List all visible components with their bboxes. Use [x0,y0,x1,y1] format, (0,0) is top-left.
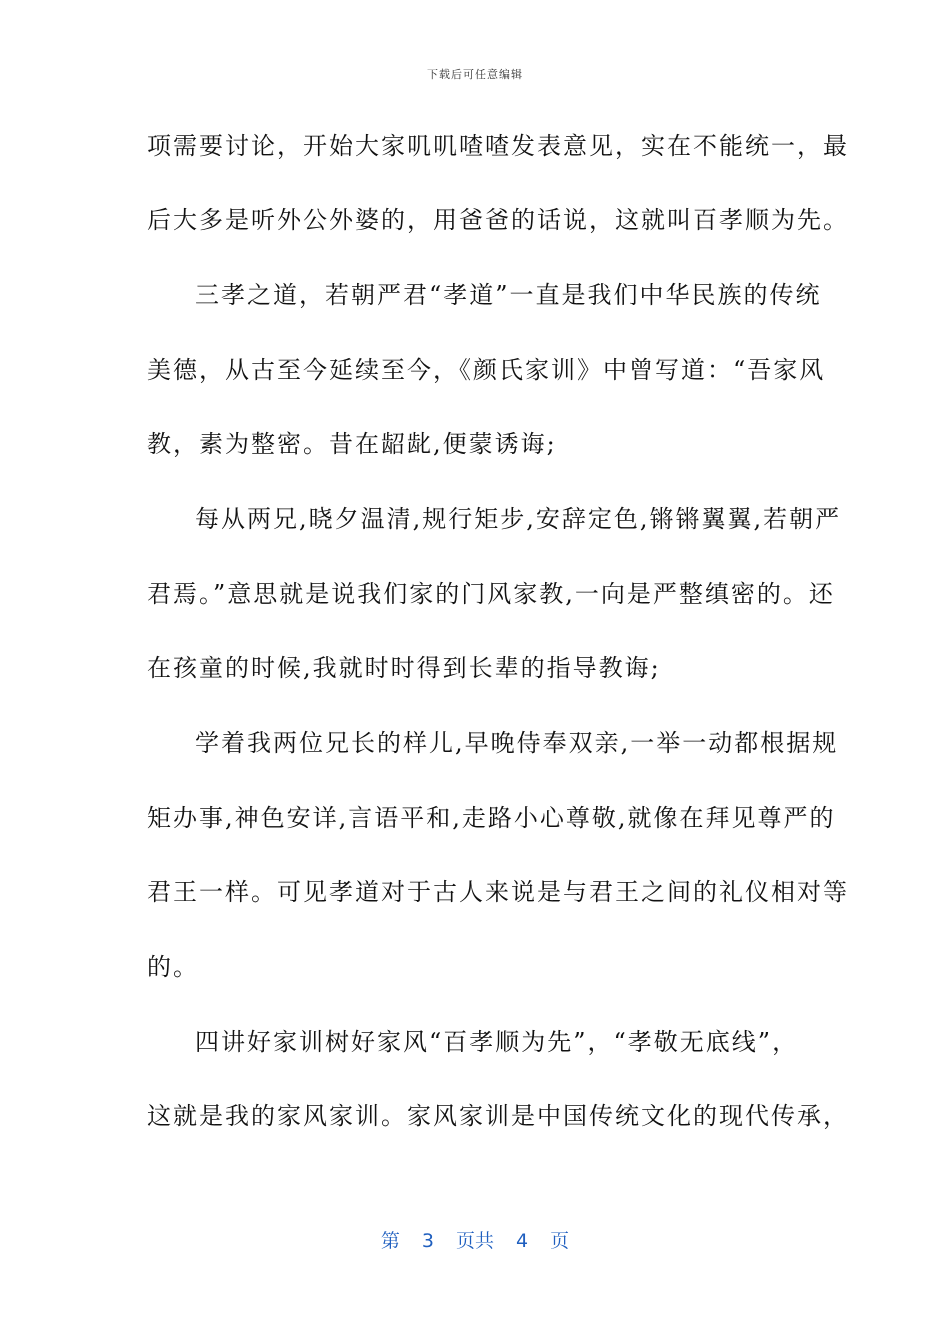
page-footer [0,1226,950,1253]
paragraph-line: 后大多是听外公外婆的，用爸爸的话说，这就叫百孝顺为先。 [147,206,849,234]
paragraph-line: 在孩童的时候,我就时时得到长辈的指导教诲; [147,654,661,682]
paragraph-line: 教，素为整密。昔在龆龀,便蒙诱诲; [147,430,557,458]
paragraph-line: 君焉。”意思就是说我们家的门风家教,一向是严整缜密的。还 [147,580,835,608]
paragraph-line: 项需要讨论，开始大家叽叽喳喳发表意见，实在不能统一，最 [147,132,849,160]
paragraph-line: 美德，从古至今延续至今，《颜氏家训》中曾写道：“吾家风 [147,356,826,384]
paragraph-line: 矩办事,神色安详,言语平和,走路小心尊敬,就像在拜见尊严的 [147,804,836,832]
paragraph-line: 三孝之道，若朝严君“孝道”一直是我们中华民族的传统 [195,281,822,309]
paragraph-line: 这就是我的家风家训。家风家训是中国传统文化的现代传承， [147,1102,849,1130]
header-note: 下载后可任意编辑 [427,68,523,81]
footer-end-label: 页 [550,1230,570,1252]
paragraph-line: 的。 [147,953,199,981]
footer-current-page: 3 [421,1230,434,1252]
footer-page-label: 第 [380,1230,400,1252]
paragraph-line: 四讲好家训树好家风“百孝顺为先”，“孝敬无底线”， [195,1028,799,1056]
paragraph-line: 学着我两位兄长的样儿,早晚侍奉双亲,一举一动都根据规 [195,729,839,757]
footer-total-pages: 4 [516,1230,529,1252]
paragraph-line: 君王一样。可见孝道对于古人来说是与君王之间的礼仪相对等 [147,878,849,906]
footer-of-label: 页共 [455,1230,494,1252]
paragraph-line: 每从两兄,晓夕温清,规行矩步,安辞定色,锵锵翼翼,若朝严 [195,505,842,533]
